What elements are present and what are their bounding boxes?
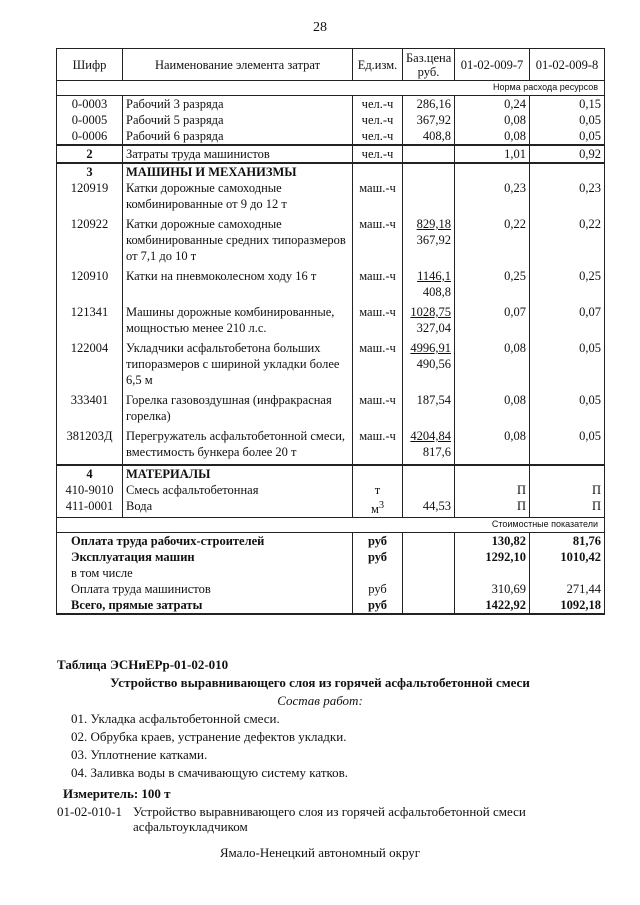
total-price [403, 565, 455, 581]
resource-price: 367,92 [403, 112, 455, 128]
value-col-a: 1292,10 [455, 549, 530, 565]
header-price: Баз.цена руб. [403, 49, 455, 81]
resource-unit [353, 498, 403, 518]
resource-price [403, 216, 455, 268]
value-col-b: 0,05 [530, 128, 605, 145]
total-row [57, 565, 605, 581]
value-col-a: 0,08 [455, 428, 530, 465]
value-col-b: 0,15 [530, 96, 605, 113]
resource-unit: чел.-ч [353, 128, 403, 145]
resource-code: 410-9010 [57, 482, 123, 498]
resource-code: 0-0003 [57, 96, 123, 113]
total-name: Оплата труда рабочих-строителей [57, 533, 353, 550]
total-row [57, 533, 605, 550]
resource-price [403, 163, 455, 180]
value-col-b: 1010,42 [530, 549, 605, 565]
section-row [57, 163, 605, 180]
resource-price [403, 428, 455, 465]
resource-price [403, 465, 455, 482]
value-col-b: 0,05 [530, 428, 605, 465]
labor-row [57, 96, 605, 113]
value-col-a: 0,22 [455, 216, 530, 268]
value-col-a: 0,08 [455, 128, 530, 145]
resource-price [403, 482, 455, 498]
header-unit: Ед.изм. [353, 49, 403, 81]
page-number: 28 [313, 20, 327, 35]
price-secondary: 327,04 [416, 321, 451, 335]
value-col-a: 0,07 [455, 304, 530, 340]
resource-code: 333401 [57, 392, 123, 428]
value-col-b: 271,44 [530, 581, 605, 597]
price-secondary: 490,56 [416, 357, 451, 371]
total-unit [353, 565, 403, 581]
machine-row [57, 304, 605, 340]
price-secondary: 408,8 [422, 285, 451, 299]
work-step: 03. Уплотнение катками. [71, 747, 208, 762]
price-value: 187,54 [416, 393, 451, 407]
norm-bar-row-label: Норма расхода ресурсов [57, 81, 605, 96]
section-name: Затраты труда машинистов [123, 145, 353, 163]
resource-name: Рабочий 5 разряда [123, 112, 353, 128]
resource-price [403, 145, 455, 163]
resource-code: 411-0001 [57, 498, 123, 518]
resource-code: 121341 [57, 304, 123, 340]
value-col-a: 0,23 [455, 180, 530, 216]
machine-row [57, 268, 605, 304]
resource-name: Перегружатель асфальтобетонной смеси, вместимость бункера более 20 т [123, 428, 353, 465]
value-col-b: 0,23 [530, 180, 605, 216]
machine-row [57, 428, 605, 465]
header-name: Наименование элемента затрат [123, 49, 353, 81]
section-name: МАТЕРИАЛЫ [123, 465, 353, 482]
resource-unit: чел.-ч [353, 96, 403, 113]
work-step: 01. Укладка асфальтобетонной смеси. [71, 711, 280, 726]
resource-code: 0-0006 [57, 128, 123, 145]
total-unit: руб [353, 581, 403, 597]
resource-unit: маш.-ч [353, 392, 403, 428]
composition-label: Состав работ: [277, 693, 363, 708]
work-step: 04. Заливка воды в смачивающую систему катков. [71, 765, 349, 780]
value-col-a [455, 465, 530, 482]
resource-unit: маш.-ч [353, 216, 403, 268]
value-col-a: 1,01 [455, 145, 530, 163]
price-value: 4204,84 [410, 429, 451, 443]
value-col-b: 0,05 [530, 112, 605, 128]
value-col-b: 0,05 [530, 392, 605, 428]
section-number: 4 [57, 465, 123, 482]
labor-row [57, 128, 605, 145]
table-header-row [57, 49, 605, 81]
cost-table [56, 48, 605, 615]
cost-bar-row [57, 518, 605, 533]
value-col-b: П [530, 498, 605, 518]
resource-name: Вода [123, 498, 353, 518]
section-row [57, 145, 605, 163]
value-col-b: 0,25 [530, 268, 605, 304]
value-col-a: 310,69 [455, 581, 530, 597]
resource-code: 120910 [57, 268, 123, 304]
total-price [403, 533, 455, 550]
labor-row [57, 112, 605, 128]
norm-bar-row [57, 81, 605, 96]
value-col-a: 0,08 [455, 112, 530, 128]
header-col-b: 01-02-009-8 [530, 49, 605, 81]
footer-region: Ямало-Ненецкий автономный округ [219, 845, 421, 860]
resource-name: Машины дорожные комбинированные, мощностью менее 210 л.с. [123, 304, 353, 340]
value-col-a: 0,08 [455, 392, 530, 428]
price-value: 829,18 [416, 217, 451, 231]
resource-name: Укладчики асфальтобетона больших типоразмеров с шириной укладки более 6,5 м [123, 340, 353, 392]
resource-name: Рабочий 3 разряда [123, 96, 353, 113]
resource-code: 120922 [57, 216, 123, 268]
value-col-b: 1092,18 [530, 597, 605, 614]
price-secondary: 817,6 [422, 445, 451, 459]
header-col-a: 01-02-009-7 [455, 49, 530, 81]
item-description: Устройство выравнивающего слоя из горячей асфальтобетонной смеси асфальтоукладчиком [133, 804, 526, 834]
resource-price: 286,16 [403, 96, 455, 113]
unit-superscript: 3 [378, 500, 385, 511]
cost-bar-row-label: Стоимостные показатели [57, 518, 605, 533]
resource-name: Горелка газовоздушная (инфракрасная горелка) [123, 392, 353, 428]
value-col-b: 0,05 [530, 340, 605, 392]
resource-code: 120919 [57, 180, 123, 216]
total-row [57, 549, 605, 565]
unit-text: т [374, 483, 381, 497]
machine-row [57, 392, 605, 428]
resource-name: Катки на пневмоколесном ходу 16 т [123, 268, 353, 304]
total-name: Оплата труда машинистов [57, 581, 353, 597]
machine-row [57, 216, 605, 268]
value-col-a [455, 565, 530, 581]
total-name: Всего, прямые затраты [57, 597, 353, 614]
machine-row [57, 180, 605, 216]
resource-name: Рабочий 6 разряда [123, 128, 353, 145]
value-col-a [455, 163, 530, 180]
resource-unit: маш.-ч [353, 304, 403, 340]
total-row [57, 581, 605, 597]
section-name: МАШИНЫ И МЕХАНИЗМЫ [123, 163, 353, 180]
value-col-a: П [455, 482, 530, 498]
resource-price: 44,53 [403, 498, 455, 518]
resource-price [403, 180, 455, 216]
value-col-a: П [455, 498, 530, 518]
total-price [403, 581, 455, 597]
header-code: Шифр [57, 49, 123, 81]
resource-unit: чел.-ч [353, 112, 403, 128]
value-col-b: П [530, 482, 605, 498]
total-unit: руб [353, 549, 403, 565]
resource-price: 408,8 [403, 128, 455, 145]
resource-price [403, 304, 455, 340]
value-col-b [530, 565, 605, 581]
value-col-a: 1422,92 [455, 597, 530, 614]
table-title: Таблица ЭСНиЕРр-01-02-010 [57, 657, 229, 672]
resource-code: 122004 [57, 340, 123, 392]
resource-name: Катки дорожные самоходные комбинированные от 9 до 12 т [123, 180, 353, 216]
value-col-a: 0,24 [455, 96, 530, 113]
total-unit: руб [353, 533, 403, 550]
section-number: 2 [57, 145, 123, 163]
price-secondary: 367,92 [416, 233, 451, 247]
machine-row [57, 340, 605, 392]
value-col-b: 0,92 [530, 145, 605, 163]
material-row [57, 498, 605, 518]
section-number: 3 [57, 163, 123, 180]
total-price [403, 549, 455, 565]
resource-unit [353, 163, 403, 180]
resource-unit: маш.-ч [353, 268, 403, 304]
unit-text: м [370, 502, 379, 517]
resource-unit: маш.-ч [353, 340, 403, 392]
value-col-a: 0,08 [455, 340, 530, 392]
total-row [57, 597, 605, 614]
resource-name: Смесь асфальтобетонная [123, 482, 353, 498]
section-row [57, 465, 605, 482]
resource-code: 381203Д [57, 428, 123, 465]
work-step: 02. Обрубка краев, устранение дефектов укладки. [71, 729, 347, 744]
total-price [403, 597, 455, 614]
value-col-b [530, 163, 605, 180]
resource-price [403, 392, 455, 428]
item-code: 01-02-010-1 [57, 804, 122, 819]
material-row [57, 482, 605, 498]
resource-unit: маш.-ч [353, 428, 403, 465]
price-value: 1146,1 [417, 269, 451, 283]
value-col-a: 0,25 [455, 268, 530, 304]
resource-unit: маш.-ч [353, 180, 403, 216]
resource-price [403, 268, 455, 304]
value-col-b [530, 465, 605, 482]
resource-unit: чел.-ч [353, 145, 403, 163]
total-name: Эксплуатация машин [57, 549, 353, 565]
value-col-b: 0,07 [530, 304, 605, 340]
resource-unit [353, 482, 403, 498]
resource-unit [353, 465, 403, 482]
price-value: 1028,75 [410, 305, 451, 319]
value-col-b: 0,22 [530, 216, 605, 268]
resource-code: 0-0005 [57, 112, 123, 128]
resource-name: Катки дорожные самоходные комбинированные средних типоразмеров от 7,1 до 10 т [123, 216, 353, 268]
table-subtitle: Устройство выравнивающего слоя из горячей асфальтобетонной смеси [110, 675, 530, 690]
total-unit: руб [353, 597, 403, 614]
value-col-b: 81,76 [530, 533, 605, 550]
resource-price [403, 340, 455, 392]
meter-line: Измеритель: 100 т [63, 786, 171, 801]
value-col-a: 130,82 [455, 533, 530, 550]
total-name: в том числе [57, 565, 353, 581]
price-value: 4996,91 [410, 341, 451, 355]
